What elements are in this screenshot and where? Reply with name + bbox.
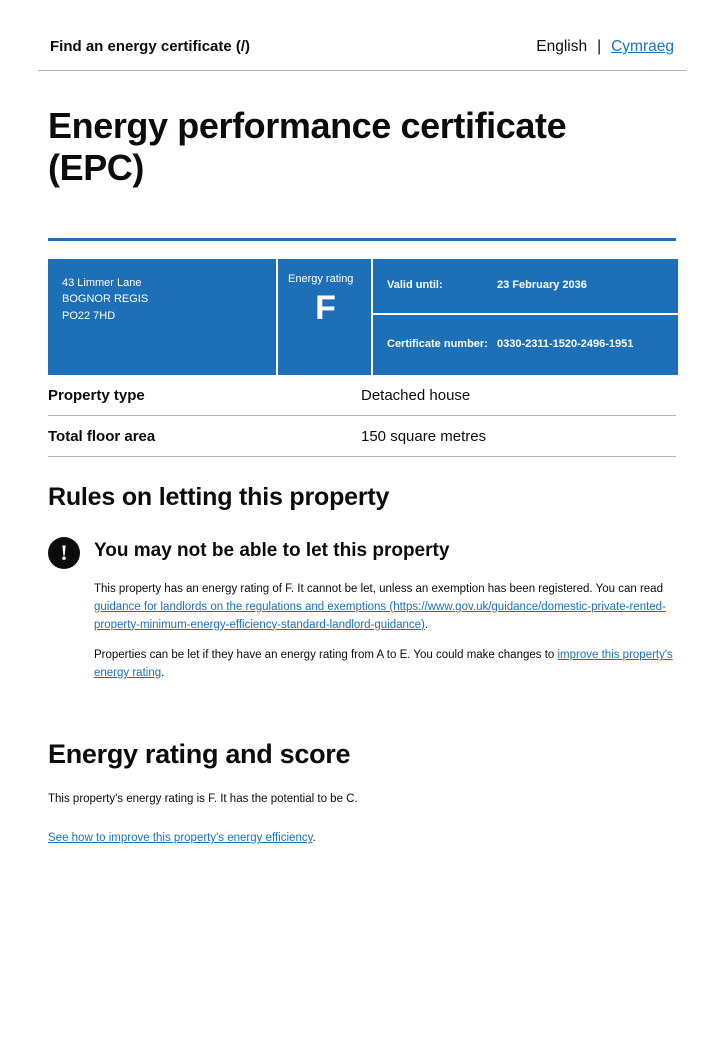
energy-rating-label: Energy rating bbox=[288, 272, 354, 285]
improve-efficiency-line bbox=[48, 832, 676, 844]
language-separator: | bbox=[597, 38, 602, 55]
warning-p2-suffix: . bbox=[161, 667, 165, 680]
energy-rating-value: F bbox=[315, 288, 336, 327]
energy-rating-section-heading: Energy rating and score bbox=[48, 739, 351, 769]
table-row bbox=[48, 375, 676, 416]
total-floor-area-label: Total floor area bbox=[48, 427, 156, 445]
warning-p2-text: Properties can be let if they have an energy rating from A to E. You could make changes to bbox=[94, 649, 558, 662]
improve-rating-link[interactable]: improve this property's energy rating bbox=[94, 649, 673, 680]
total-floor-area-value: 150 square metres bbox=[361, 427, 487, 445]
certificate-summary-panel bbox=[48, 259, 678, 375]
warning-p1-text: This property has an energy rating of F. It cannot be let, unless an exemption has been registered. You can read bbox=[94, 582, 663, 595]
property-type-label: Property type bbox=[48, 386, 145, 404]
address-line-2: BOGNOR REGIS bbox=[62, 293, 149, 306]
valid-until-label: Valid until: bbox=[387, 279, 443, 292]
warning-p1-suffix: . bbox=[424, 618, 429, 631]
address-line-3: PO22 7HD bbox=[62, 309, 116, 322]
service-name[interactable]: Find an energy certificate (/) bbox=[50, 38, 251, 55]
property-address bbox=[48, 259, 278, 375]
exclamation-icon: ! bbox=[48, 537, 80, 569]
property-type-value: Detached house bbox=[361, 386, 471, 404]
address-line-1: 43 Limmer Lane bbox=[62, 276, 142, 289]
page-title: Energy performance certificate (EPC) bbox=[48, 105, 567, 189]
energy-rating-paragraph: This property's energy rating is F. It has the potential to be C. bbox=[48, 793, 358, 805]
warning-heading: You may not be able to let this property bbox=[94, 539, 450, 561]
site-header bbox=[38, 38, 686, 71]
letting-warning bbox=[48, 536, 676, 569]
certificate-number-row bbox=[373, 315, 678, 375]
improve-efficiency-link[interactable]: See how to improve this property's energy efficiency bbox=[48, 832, 313, 845]
warning-paragraph-1 bbox=[94, 581, 676, 634]
warning-body bbox=[94, 581, 676, 683]
certificate-meta bbox=[373, 259, 678, 375]
valid-until-value: 23 February 2036 bbox=[497, 279, 587, 292]
valid-until-row bbox=[373, 259, 678, 315]
language-current: English bbox=[536, 38, 588, 55]
rules-heading: Rules on letting this property bbox=[48, 482, 390, 511]
landlord-guidance-link[interactable]: guidance for landlords on the regulations and exemptions (https://www.gov.uk/guidance/domestic-private-rented-property-minimum-energy-efficiency-standard-landlord-guidance) bbox=[94, 600, 666, 631]
table-row bbox=[48, 416, 676, 457]
title-divider bbox=[48, 238, 676, 241]
certificate-number-label: Certificate number: bbox=[387, 338, 488, 351]
improve-efficiency-suffix: . bbox=[312, 832, 316, 845]
warning-paragraph-2 bbox=[94, 647, 676, 683]
main-content bbox=[0, 105, 724, 844]
certificate-number-value: 0330-2311-1520-2496-1951 bbox=[497, 338, 634, 351]
language-link-cymraeg[interactable]: Cymraeg bbox=[611, 38, 674, 55]
epc-page bbox=[0, 38, 724, 1062]
language-switcher bbox=[536, 38, 686, 56]
energy-rating-block bbox=[278, 259, 373, 375]
